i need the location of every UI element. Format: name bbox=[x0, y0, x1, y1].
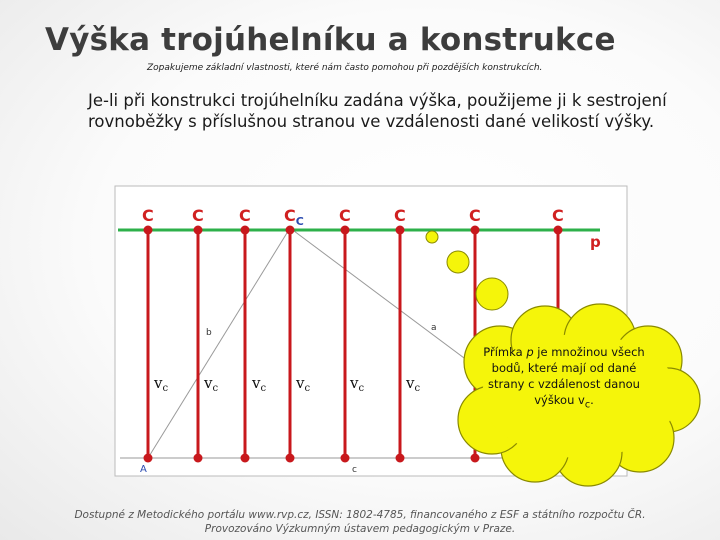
callout-variable: p bbox=[526, 345, 534, 359]
point-c-label: C bbox=[339, 206, 351, 225]
callout-end: . bbox=[590, 393, 594, 407]
footer bbox=[0, 508, 720, 536]
point-c-label: C bbox=[192, 206, 204, 225]
point-c bbox=[144, 226, 153, 235]
footer-line-2: Provozováno Výzkumným ústavem pedagogickým v Praze. bbox=[204, 523, 516, 535]
point-c bbox=[554, 226, 563, 235]
height-vc-label: $v_c$ bbox=[204, 374, 219, 394]
foot-point bbox=[471, 454, 480, 463]
side-c-label: c bbox=[352, 465, 357, 475]
side-b-label: b bbox=[206, 328, 212, 338]
callout-sub: c bbox=[584, 399, 591, 411]
footer-line-1: Dostupné z Metodického portálu www.rvp.cz, ISSN: 1802-4785, financovaného z ESF a státního rozpočtu ČR. bbox=[74, 509, 646, 521]
callout-text bbox=[482, 344, 646, 413]
foot-point bbox=[286, 454, 295, 463]
cloud-bubble-large bbox=[476, 278, 508, 310]
foot-point bbox=[341, 454, 350, 463]
callout-word: Přímka bbox=[483, 345, 523, 359]
point-c bbox=[194, 226, 203, 235]
height-vc-label: $v_c$ bbox=[296, 374, 311, 394]
foot-point bbox=[194, 454, 203, 463]
point-c bbox=[241, 226, 250, 235]
height-vc-label: $v_c$ bbox=[154, 374, 169, 394]
vertex-a-label: A bbox=[140, 464, 147, 475]
side-a-label: a bbox=[431, 323, 437, 333]
point-c bbox=[396, 226, 405, 235]
height-vc-label: $v_c$ bbox=[252, 374, 267, 394]
point-c bbox=[341, 226, 350, 235]
intro-text: Je-li při konstrukci trojúhelníku zadána výška, použijeme ji k sestrojení rovnoběžky s příslušnou stranou ve vzdálenosti dané velikostí výšky. bbox=[88, 91, 667, 131]
height-vc-label: $v_c$ bbox=[406, 374, 421, 394]
foot-point bbox=[396, 454, 405, 463]
foot-point bbox=[241, 454, 250, 463]
height-vc-label: $v_c$ bbox=[350, 374, 365, 394]
cloud-bubble-small bbox=[426, 231, 438, 243]
point-c-label: C bbox=[394, 206, 406, 225]
page-subtitle: Zopakujeme základní vlastnosti, které nám často pomohou při pozdějších konstrukcích. bbox=[147, 63, 543, 73]
point-c-label: C bbox=[469, 206, 481, 225]
point-c-label: C bbox=[552, 206, 564, 225]
point-c-label: C bbox=[142, 206, 154, 225]
page-title: Výška trojúhelníku a konstrukce bbox=[45, 22, 616, 58]
point-c-label: $C_C$ bbox=[284, 206, 304, 228]
callout-body: je množinou všech bodů, které mají od dané strany c vzdálenost danou výškou v bbox=[488, 345, 645, 407]
point-c-label: C bbox=[239, 206, 251, 225]
foot-point bbox=[144, 454, 153, 463]
line-p-label: p bbox=[590, 233, 601, 251]
point-c bbox=[286, 226, 295, 235]
point-c bbox=[471, 226, 480, 235]
cloud-bubble-medium bbox=[447, 251, 469, 273]
